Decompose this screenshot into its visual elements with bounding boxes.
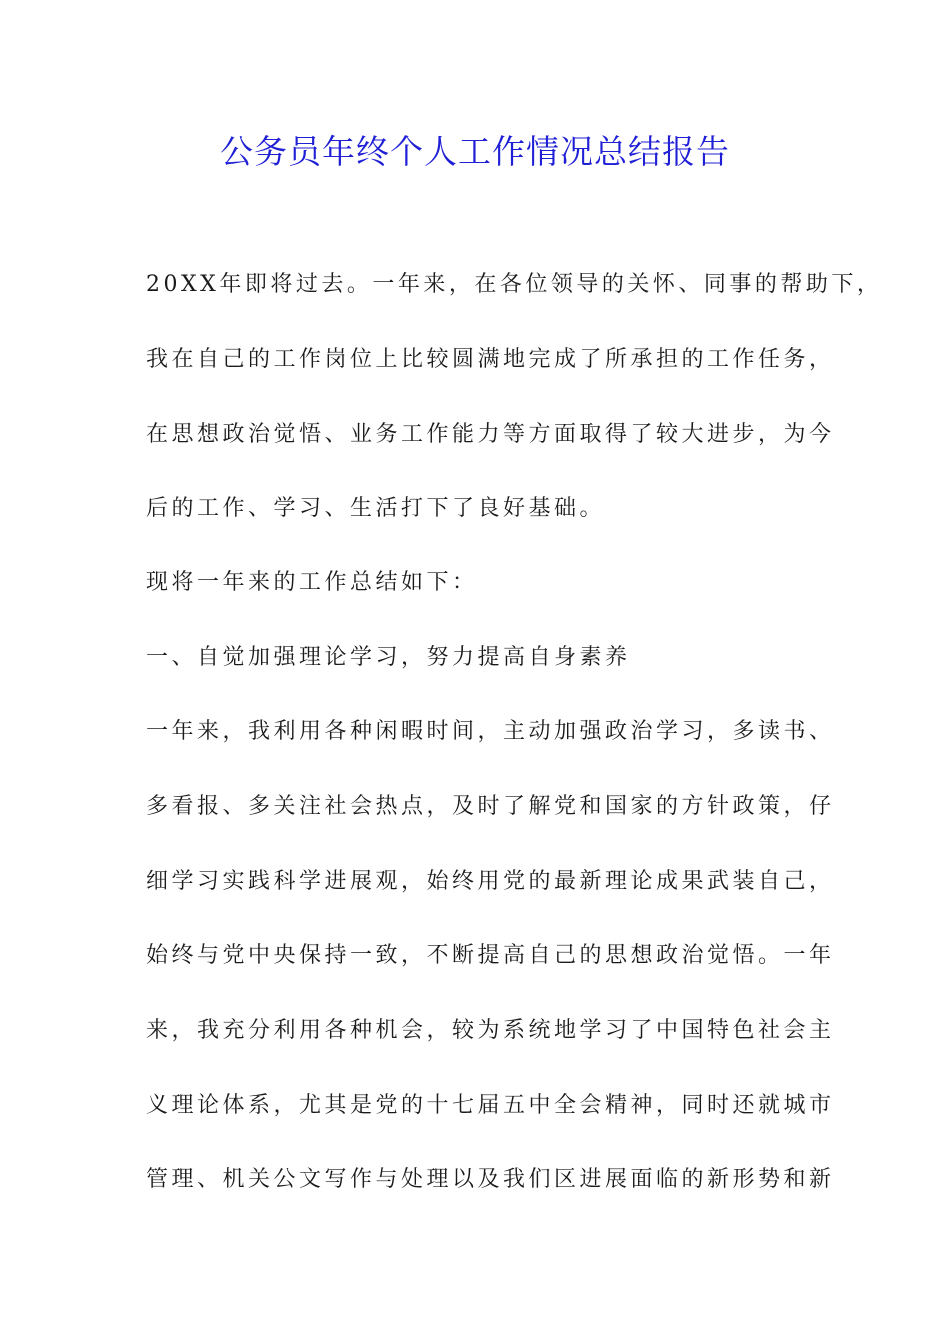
body-line-10: 始终与党中央保持一致，不断提高自己的思想政治觉悟。一年	[146, 943, 835, 968]
body-line-8: 多看报、多关注社会热点，及时了解党和国家的方针政策，仔	[146, 794, 835, 819]
body-line-12: 义理论体系，尤其是党的十七届五中全会精神，同时还就城市	[146, 1093, 835, 1118]
body-line-3: 在思想政治觉悟、业务工作能力等方面取得了较大进步，为今	[146, 422, 835, 447]
body-line-5: 现将一年来的工作总结如下：	[146, 570, 478, 595]
document-title: 公务员年终个人工作情况总结报告	[220, 132, 730, 171]
body-line-4: 后的工作、学习、生活打下了良好基础。	[146, 496, 606, 521]
section-heading-1: 一、自觉加强理论学习，努力提高自身素养	[146, 645, 631, 670]
body-line-7: 一年来，我利用各种闲暇时间，主动加强政治学习，多读书、	[146, 719, 835, 744]
body-line-2: 我在自己的工作岗位上比较圆满地完成了所承担的工作任务，	[146, 347, 835, 372]
body-line-1: 20XX年即将过去。一年来，在各位领导的关怀、同事的帮助下，	[146, 272, 883, 297]
body-line-13: 管理、机关公文写作与处理以及我们区进展面临的新形势和新	[146, 1167, 835, 1192]
body-line-9: 细学习实践科学进展观，始终用党的最新理论成果武装自己，	[146, 869, 835, 894]
body-line-11: 来，我充分利用各种机会，较为系统地学习了中国特色社会主	[146, 1018, 835, 1043]
